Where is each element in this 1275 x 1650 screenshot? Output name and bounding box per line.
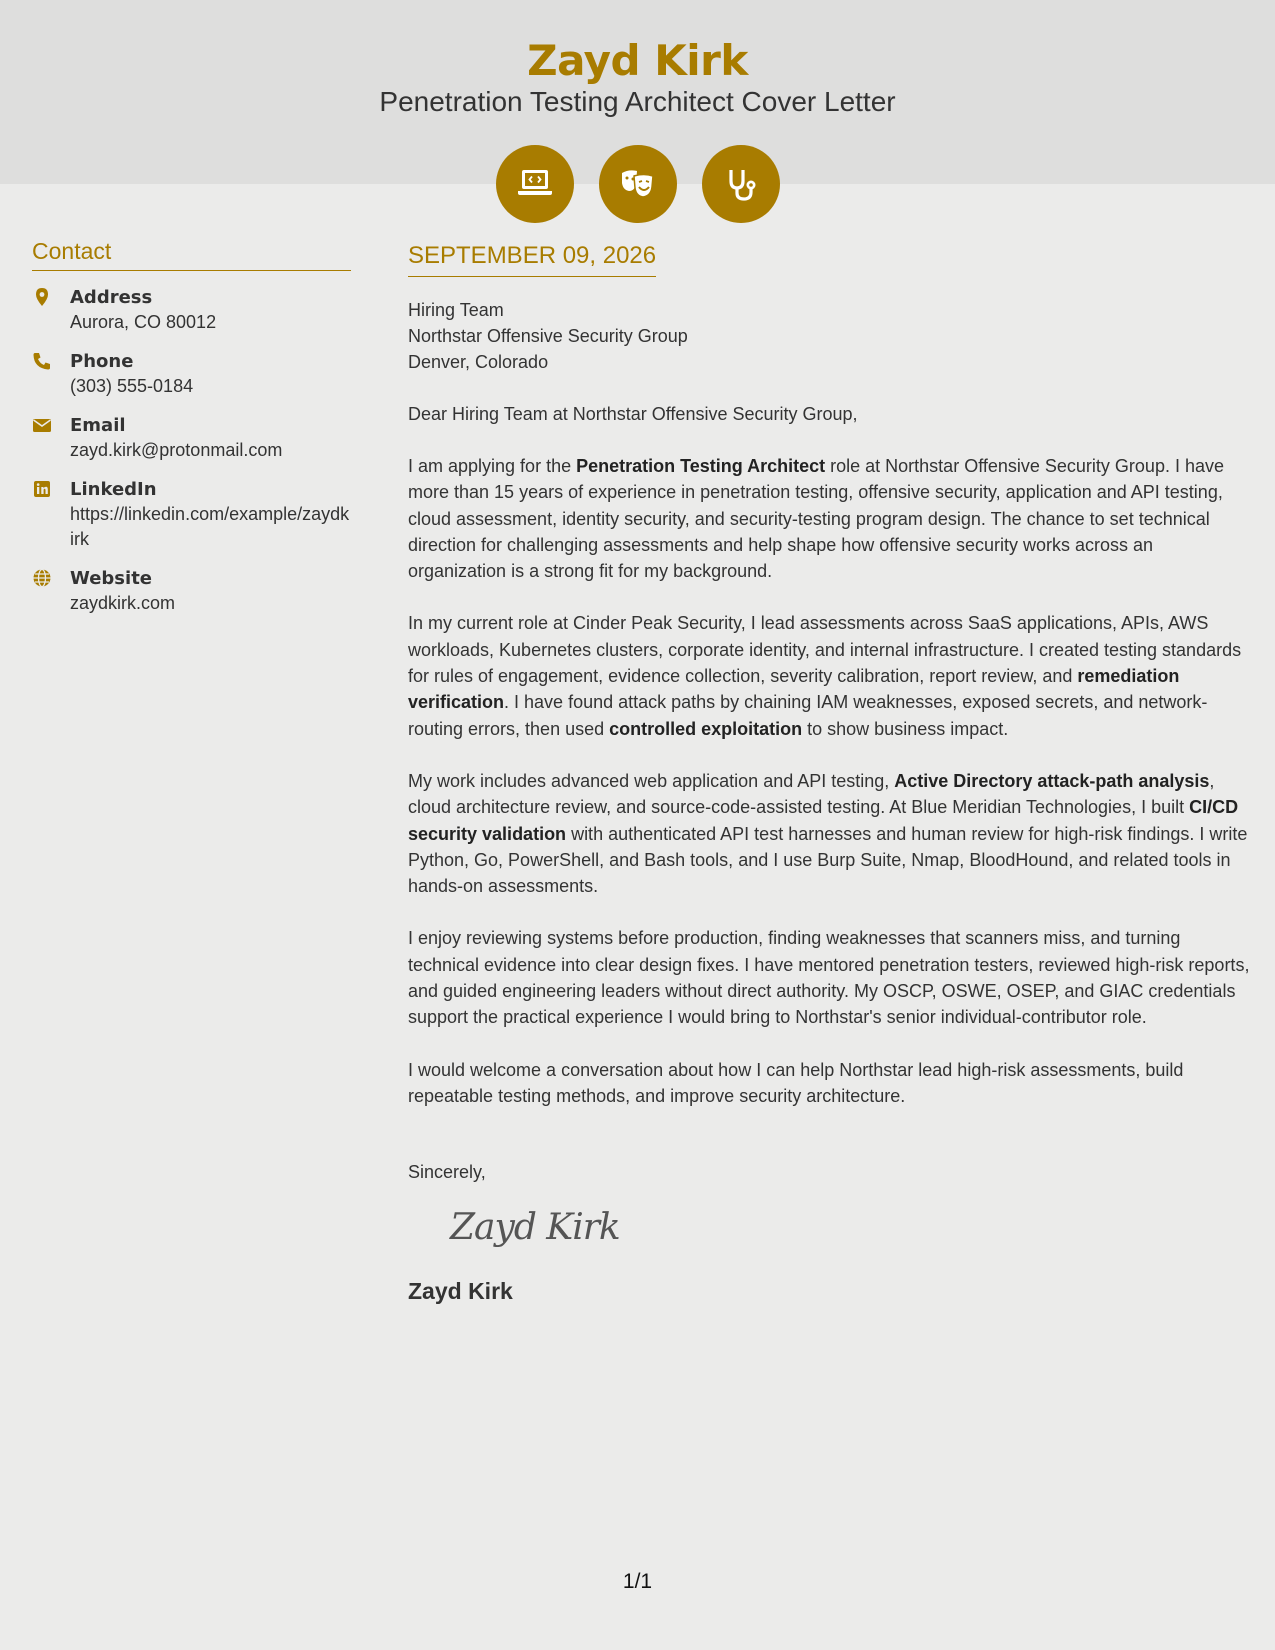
paragraph-text: , cloud architecture review, and source-code-assisted testing. At Blue Meridian Technologies, I built xyxy=(408,770,1215,818)
contact-email-value[interactable]: zayd.kirk@protonmail.com xyxy=(70,440,283,460)
contact-linkedin-link[interactable]: https://linkedin.com/example/zaydkirk xyxy=(70,504,350,549)
letter-date: SEPTEMBER 09, 2026 xyxy=(408,242,656,277)
letter-paragraph xyxy=(408,925,1250,1030)
contact-email xyxy=(32,413,351,463)
paragraph-text: to show business impact. xyxy=(802,718,1009,739)
recipient-line: Denver, Colorado xyxy=(408,352,549,372)
contact-linkedin xyxy=(32,477,351,552)
paragraph-text: with authenticated API test harnesses and human review for high-risk findings. I write Python, Go, PowerShell, and Bash tools, and I use Burp Suite, Nmap, BloodHound, and related tools in hands-on assessments. xyxy=(408,823,1248,897)
signed-name: Zayd Kirk xyxy=(408,1278,513,1305)
recipient-block xyxy=(408,297,1250,375)
globe-icon xyxy=(32,568,54,590)
letter-body xyxy=(408,242,1250,1305)
paragraph-text: I am applying for the xyxy=(408,456,577,476)
document-subtitle: Penetration Testing Architect Cover Letter xyxy=(379,86,896,117)
emphasis-text: Penetration Testing Architect xyxy=(576,456,826,476)
recipient-line: Hiring Team xyxy=(408,300,504,320)
contact-heading: Contact xyxy=(32,238,351,271)
contact-label: LinkedIn xyxy=(70,479,157,500)
page-number: 1/1 xyxy=(622,1570,653,1593)
salutation: Dear Hiring Team at Northstar Offensive Security Group, xyxy=(408,404,858,424)
emphasis-text: Active Directory attack-path analysis xyxy=(894,770,1210,791)
contact-value: Aurora, CO 80012 xyxy=(70,312,217,332)
paragraph-text: My work includes advanced web application and API testing, xyxy=(408,770,895,791)
header-icons xyxy=(0,145,1275,223)
letter-paragraphs xyxy=(408,453,1250,1109)
contact-value: (303) 555-0184 xyxy=(70,376,194,396)
map-pin-icon xyxy=(32,287,54,309)
letter-paragraph xyxy=(408,610,1250,741)
theater-masks-icon xyxy=(599,145,677,223)
letter-paragraph xyxy=(408,768,1250,899)
contact-website xyxy=(32,566,351,616)
recipient-line: Northstar Offensive Security Group xyxy=(408,326,688,346)
emphasis-text: CI/CD security validation xyxy=(408,797,1239,844)
paragraph-text: role at Northstar Offensive Security Group. I have more than 15 years of experience in penetration testing, offensive security, application and API testing, cloud assessment, identity security, and security-testing program design. The chance to set technical direction for challenging assessments and help shape how offensive security works across an organization is a strong fit for my background. xyxy=(408,456,1224,582)
paragraph-text: I would welcome a conversation about how I can help Northstar lead high-risk assessments, build repeatable testing methods, and improve security architecture. xyxy=(408,1059,1184,1106)
applicant-name: Zayd Kirk xyxy=(527,36,748,85)
stethoscope-icon xyxy=(702,145,780,223)
envelope-icon xyxy=(32,415,54,437)
contact-sidebar xyxy=(32,238,351,616)
contact-label: Address xyxy=(70,287,153,308)
closing: Sincerely, xyxy=(408,1162,486,1183)
linkedin-icon xyxy=(32,479,54,501)
letter-paragraph xyxy=(408,1057,1250,1110)
contact-label: Website xyxy=(70,568,153,589)
paragraph-text: I enjoy reviewing systems before production, finding weaknesses that scanners miss, and turning technical evidence into clear design fixes. I have mentored penetration testers, reviewed high-risk reports, and guided engineering leaders without direct authority. My OSCP, OSWE, OSEP, and GIAC credentials support the practical experience I would bring to Northstar's senior individual-contributor role. xyxy=(408,928,1250,1028)
contact-label: Phone xyxy=(70,351,134,372)
phone-icon xyxy=(32,351,54,373)
laptop-code-icon xyxy=(496,145,574,223)
contact-phone xyxy=(32,349,351,399)
paragraph-text: . I have found attack paths by chaining IAM weaknesses, exposed secrets, and network-routing errors, then used xyxy=(408,692,1208,739)
paragraph-text: In my current role at Cinder Peak Security, I lead assessments across SaaS applications, APIs, AWS workloads, Kubernetes clusters, corporate identity, and internal infrastructure. I created testing standards for rules of engagement, evidence collection, severity calibration, report review, and xyxy=(408,613,1242,687)
emphasis-text: controlled exploitation xyxy=(609,718,803,739)
emphasis-text: remediation verification xyxy=(408,666,1180,713)
contact-label: Email xyxy=(70,415,126,436)
contact-address xyxy=(32,285,351,335)
contact-website-link[interactable]: zaydkirk.com xyxy=(70,593,176,613)
letter-paragraph xyxy=(408,453,1250,584)
handwritten-signature: Zayd Kirk xyxy=(450,1207,620,1249)
